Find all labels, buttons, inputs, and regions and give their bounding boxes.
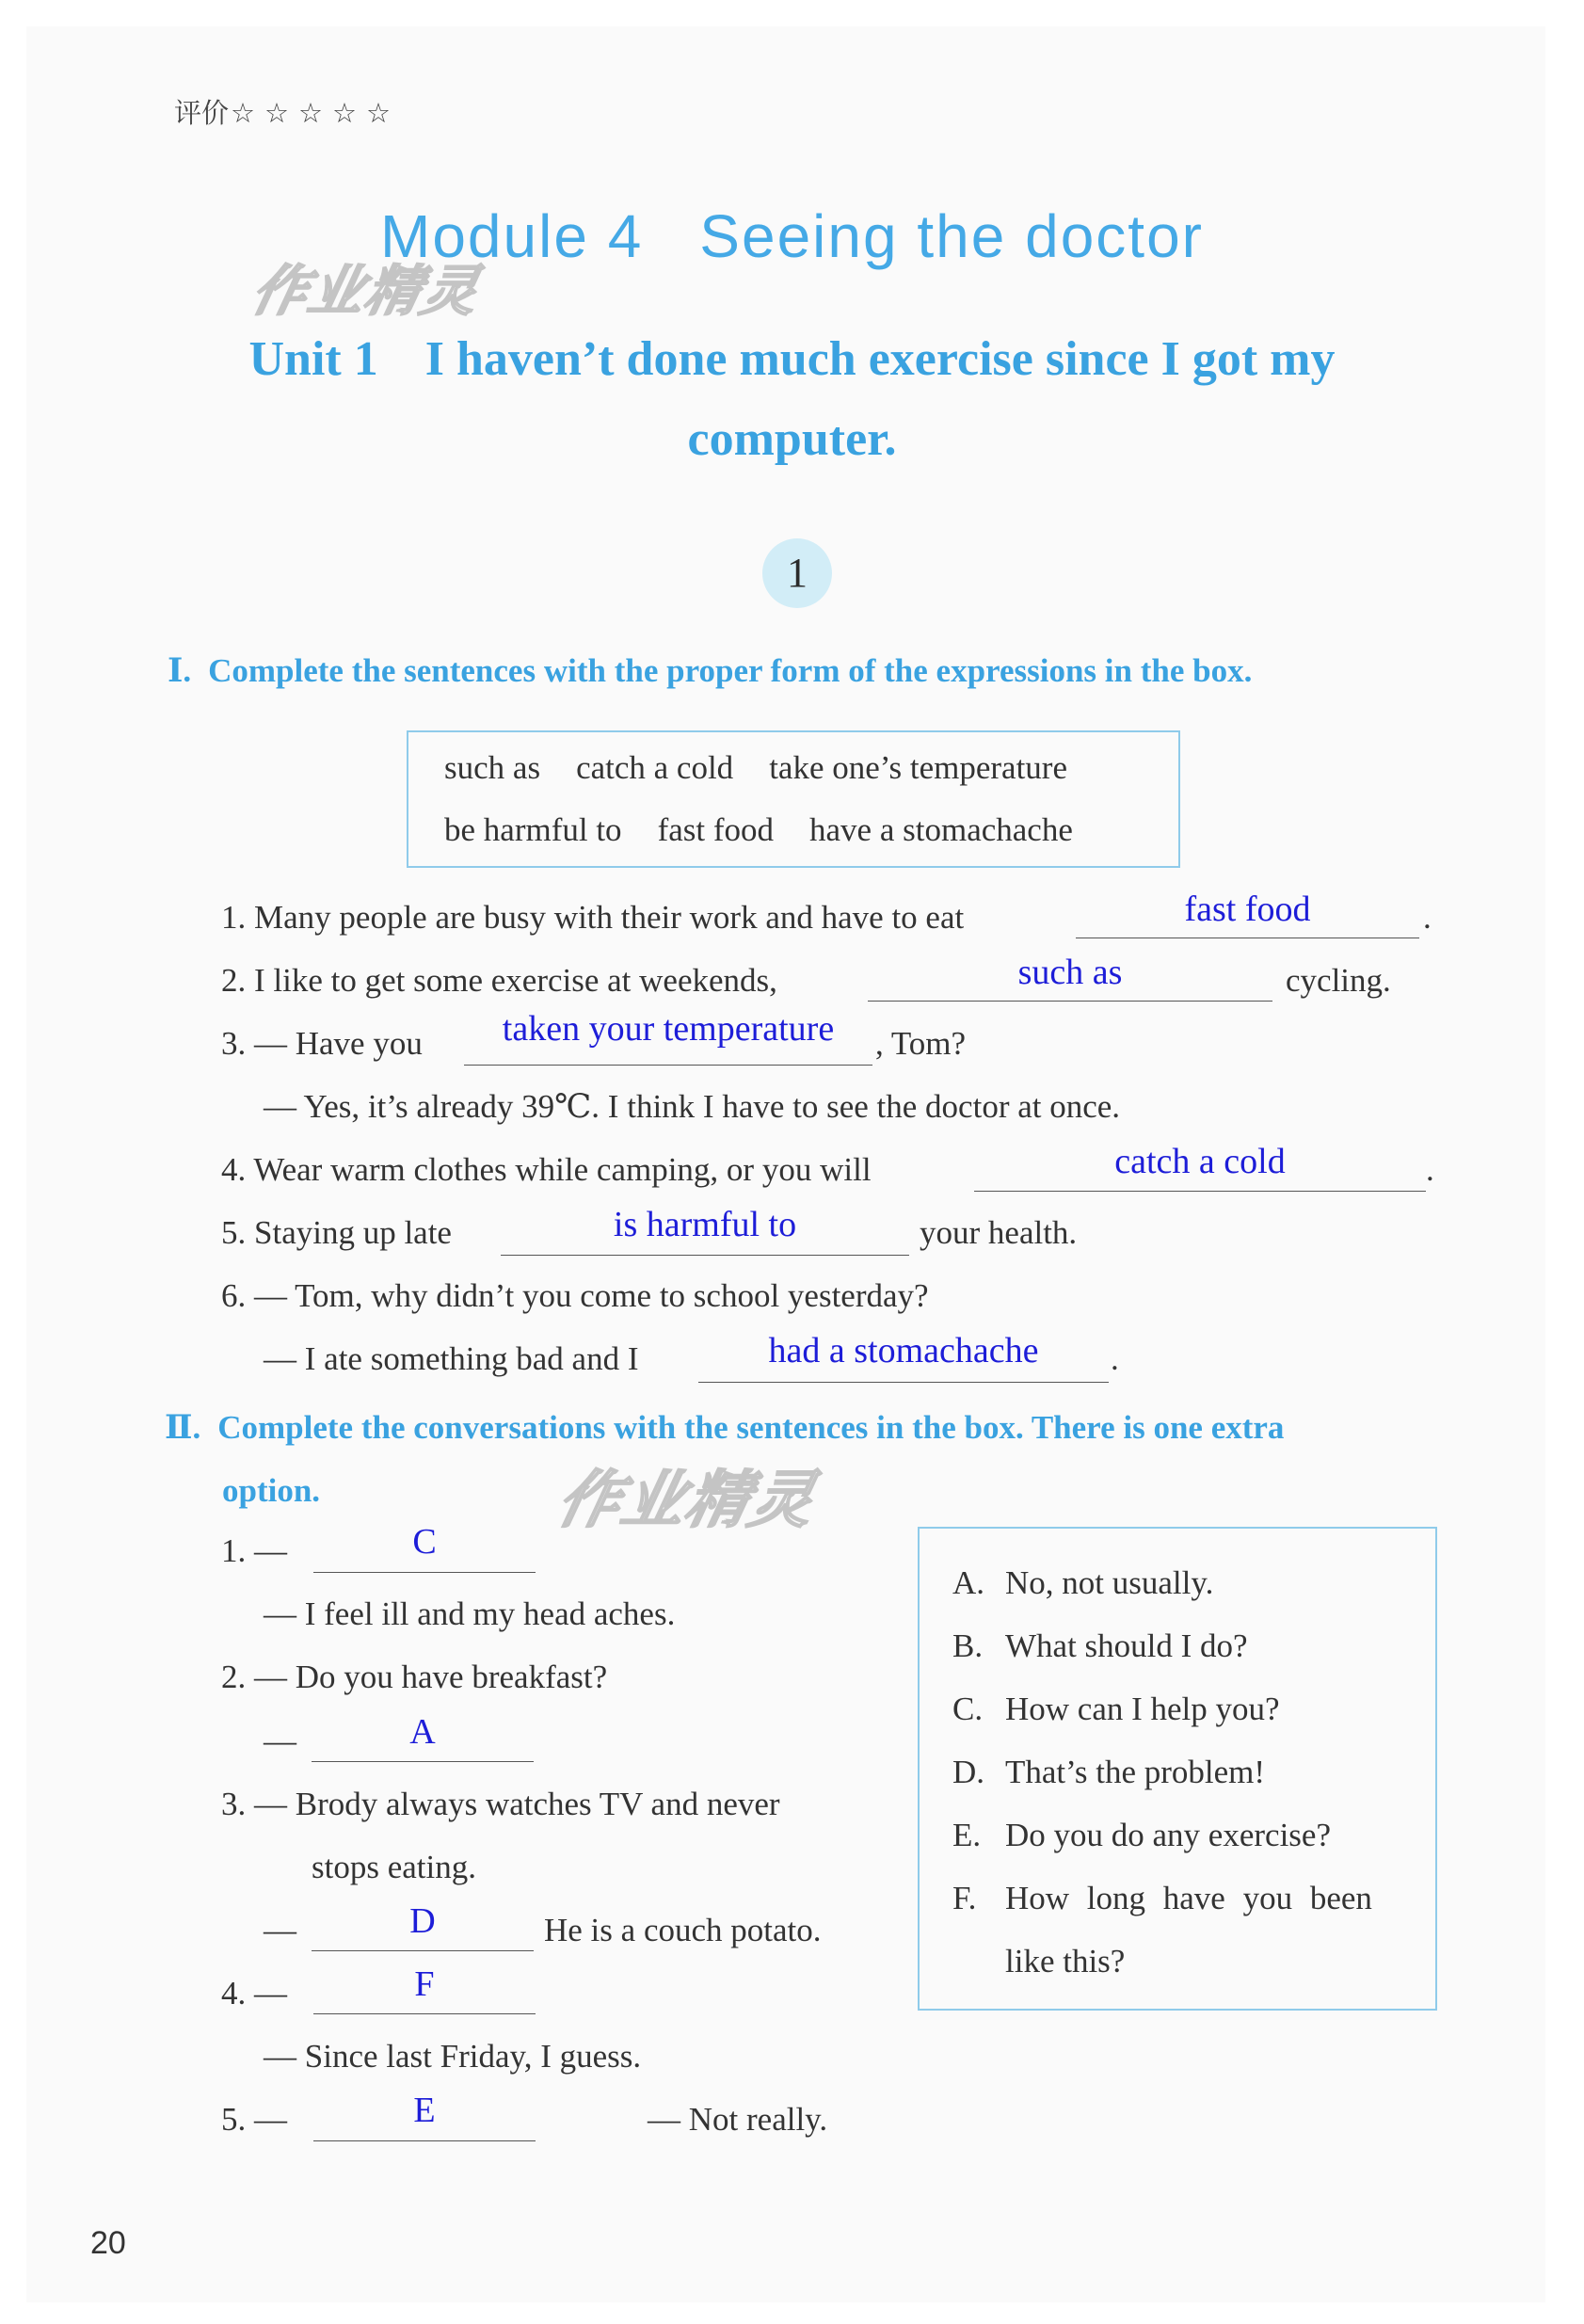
item-number: 4. <box>221 1151 247 1188</box>
s2-item-5 <box>221 2101 287 2139</box>
option-d <box>952 1754 1265 1791</box>
item-number: 1. <box>221 1532 247 1569</box>
module-name: Seeing the doctor <box>699 202 1204 270</box>
expression: such as <box>444 749 541 786</box>
section1-instruction <box>168 651 1252 690</box>
item-text-post: He is a couch potato. <box>544 1912 822 1948</box>
answer-text: fast food <box>1184 890 1311 929</box>
expression-row <box>444 749 1067 787</box>
answer-blank[interactable] <box>698 1382 1109 1383</box>
item-text: — Tom, why didn’t you come to school yesterday? <box>254 1277 929 1314</box>
option-letter: D. <box>952 1754 985 1790</box>
option-a <box>952 1564 1213 1602</box>
options-box <box>918 1527 1437 2011</box>
item-number: 3. <box>221 1786 247 1822</box>
answer-blank[interactable] <box>312 1761 534 1762</box>
answer-blank[interactable] <box>501 1255 909 1256</box>
option-f-line2: like this? <box>1005 1943 1126 1979</box>
option-b <box>952 1627 1248 1665</box>
option-c <box>952 1691 1280 1728</box>
answer-text: E <box>413 2091 436 2130</box>
expression-box <box>407 730 1180 868</box>
dash: — <box>264 1912 296 1948</box>
item-text: Many people are busy with their work and have to eat <box>254 899 965 936</box>
item-text-line2: stops eating. <box>312 1849 476 1885</box>
option-text: What should I do? <box>1005 1627 1248 1664</box>
item-text-post: , Tom? <box>875 1025 967 1062</box>
answer-text: such as <box>1017 953 1123 992</box>
watermark-top: 作业精灵 <box>246 259 487 323</box>
option-text: No, not usually. <box>1005 1564 1214 1601</box>
expression: fast food <box>657 811 775 848</box>
s2-item-4 <box>221 1975 287 2012</box>
option-letter: E. <box>952 1817 982 1853</box>
item-text-post: your health. <box>920 1214 1078 1251</box>
module-title <box>0 201 1584 271</box>
rating <box>174 92 400 131</box>
unit-title-line2: computer. <box>687 412 897 466</box>
s1-item-4 <box>221 1151 872 1189</box>
item-punctuation: . <box>1111 1340 1119 1377</box>
expression: have a stomachache <box>809 811 1073 848</box>
s2-item-1 <box>221 1532 287 1570</box>
answer-blank[interactable] <box>868 1001 1272 1002</box>
s2-item-3 <box>221 1786 780 1823</box>
item-punctuation: . <box>1423 899 1432 936</box>
answer-blank[interactable] <box>464 1065 872 1066</box>
section2-instruction <box>165 1408 1284 1447</box>
dash: — <box>254 1532 287 1569</box>
item-number: 5. <box>221 1214 247 1251</box>
option-letter: B. <box>952 1627 984 1664</box>
option-text: How can I help you? <box>1005 1691 1280 1727</box>
expression: take one’s temperature <box>769 749 1067 786</box>
item-reply: — Since last Friday, I guess. <box>264 2038 642 2075</box>
module-number: Module 4 <box>380 202 644 270</box>
item-number: 5. <box>221 2101 247 2138</box>
unit-number: Unit 1 <box>248 332 378 386</box>
item-reply: — I feel ill and my head aches. <box>264 1595 676 1632</box>
answer-blank[interactable] <box>313 2013 536 2014</box>
answer-text: A <box>409 1712 436 1752</box>
dash: — <box>254 1975 287 2011</box>
item-number: 3. <box>221 1025 247 1062</box>
dash: — <box>264 1723 296 1759</box>
item-text: I like to get some exercise at weekends, <box>254 962 777 999</box>
watermark-middle: 作业精灵 <box>551 1464 823 1536</box>
answer-blank[interactable] <box>312 1950 534 1951</box>
expression-row <box>444 811 1073 849</box>
answer-text: C <box>412 1522 437 1562</box>
item-number: 2. <box>221 1659 247 1695</box>
item-number: 2. <box>221 962 247 999</box>
option-letter: F. <box>952 1880 977 1916</box>
answer-blank[interactable] <box>313 1572 536 1573</box>
item-reply: — Not really. <box>648 2101 828 2138</box>
s1-item-6 <box>221 1277 929 1315</box>
item-reply: — I ate something bad and I <box>264 1340 639 1377</box>
expression: catch a cold <box>576 749 734 786</box>
unit-title <box>0 331 1584 387</box>
answer-text: F <box>414 1964 435 2004</box>
answer-text: is harmful to <box>613 1205 797 1244</box>
answer-text: taken your temperature <box>502 1009 835 1049</box>
option-letter: A. <box>952 1564 985 1601</box>
answer-text: D <box>409 1901 436 1941</box>
item-number: 4. <box>221 1975 247 2011</box>
item-text: Staying up late <box>254 1214 452 1251</box>
option-e <box>952 1817 1331 1854</box>
answer-blank[interactable] <box>313 2140 536 2141</box>
item-text: — Brody always watches TV and never <box>254 1786 780 1822</box>
item-text: Wear warm clothes while camping, or you will <box>253 1151 872 1188</box>
page-number: 20 <box>90 2225 126 2261</box>
unit-name: I haven’t done much exercise since I got my <box>424 332 1336 386</box>
item-text-post: cycling. <box>1286 962 1391 999</box>
s1-item-5 <box>221 1214 452 1252</box>
option-text: That’s the problem! <box>1005 1754 1266 1790</box>
option-text: How long have you been <box>1005 1880 1372 1916</box>
item-reply: — Yes, it’s already 39℃. I think I have to see the doctor at once. <box>264 1088 1121 1125</box>
section2-number: Ⅱ. <box>165 1409 201 1446</box>
section1-text: Complete the sentences with the proper form of the expressions in the box. <box>208 652 1253 689</box>
item-number: 1. <box>221 899 247 936</box>
s1-item-2 <box>221 962 777 1000</box>
item-punctuation: . <box>1426 1151 1434 1188</box>
item-text: — Do you have breakfast? <box>254 1659 608 1695</box>
item-text: — Have you <box>254 1025 423 1062</box>
answer-text: had a stomachache <box>768 1331 1039 1370</box>
s1-item-3 <box>221 1025 423 1063</box>
option-f <box>952 1880 1372 1917</box>
dash: — <box>254 2101 287 2138</box>
answer-text: catch a cold <box>1114 1142 1286 1181</box>
section1-number: Ⅰ. <box>168 652 192 689</box>
option-letter: C. <box>952 1691 984 1727</box>
answer-blank[interactable] <box>974 1191 1426 1192</box>
rating-stars[interactable]: ☆☆☆☆☆ <box>231 97 401 129</box>
section2-text: Complete the conversations with the sentences in the box. There is one extra <box>217 1409 1285 1446</box>
rating-label: 评价 <box>174 97 230 129</box>
section2-instruction-line2: option. <box>222 1472 321 1509</box>
s1-item-1 <box>221 899 964 937</box>
s2-item-2 <box>221 1659 607 1696</box>
expression: be harmful to <box>444 811 622 848</box>
item-number: 6. <box>221 1277 247 1314</box>
lesson-number-badge: 1 <box>762 538 832 608</box>
option-text: Do you do any exercise? <box>1005 1817 1331 1853</box>
